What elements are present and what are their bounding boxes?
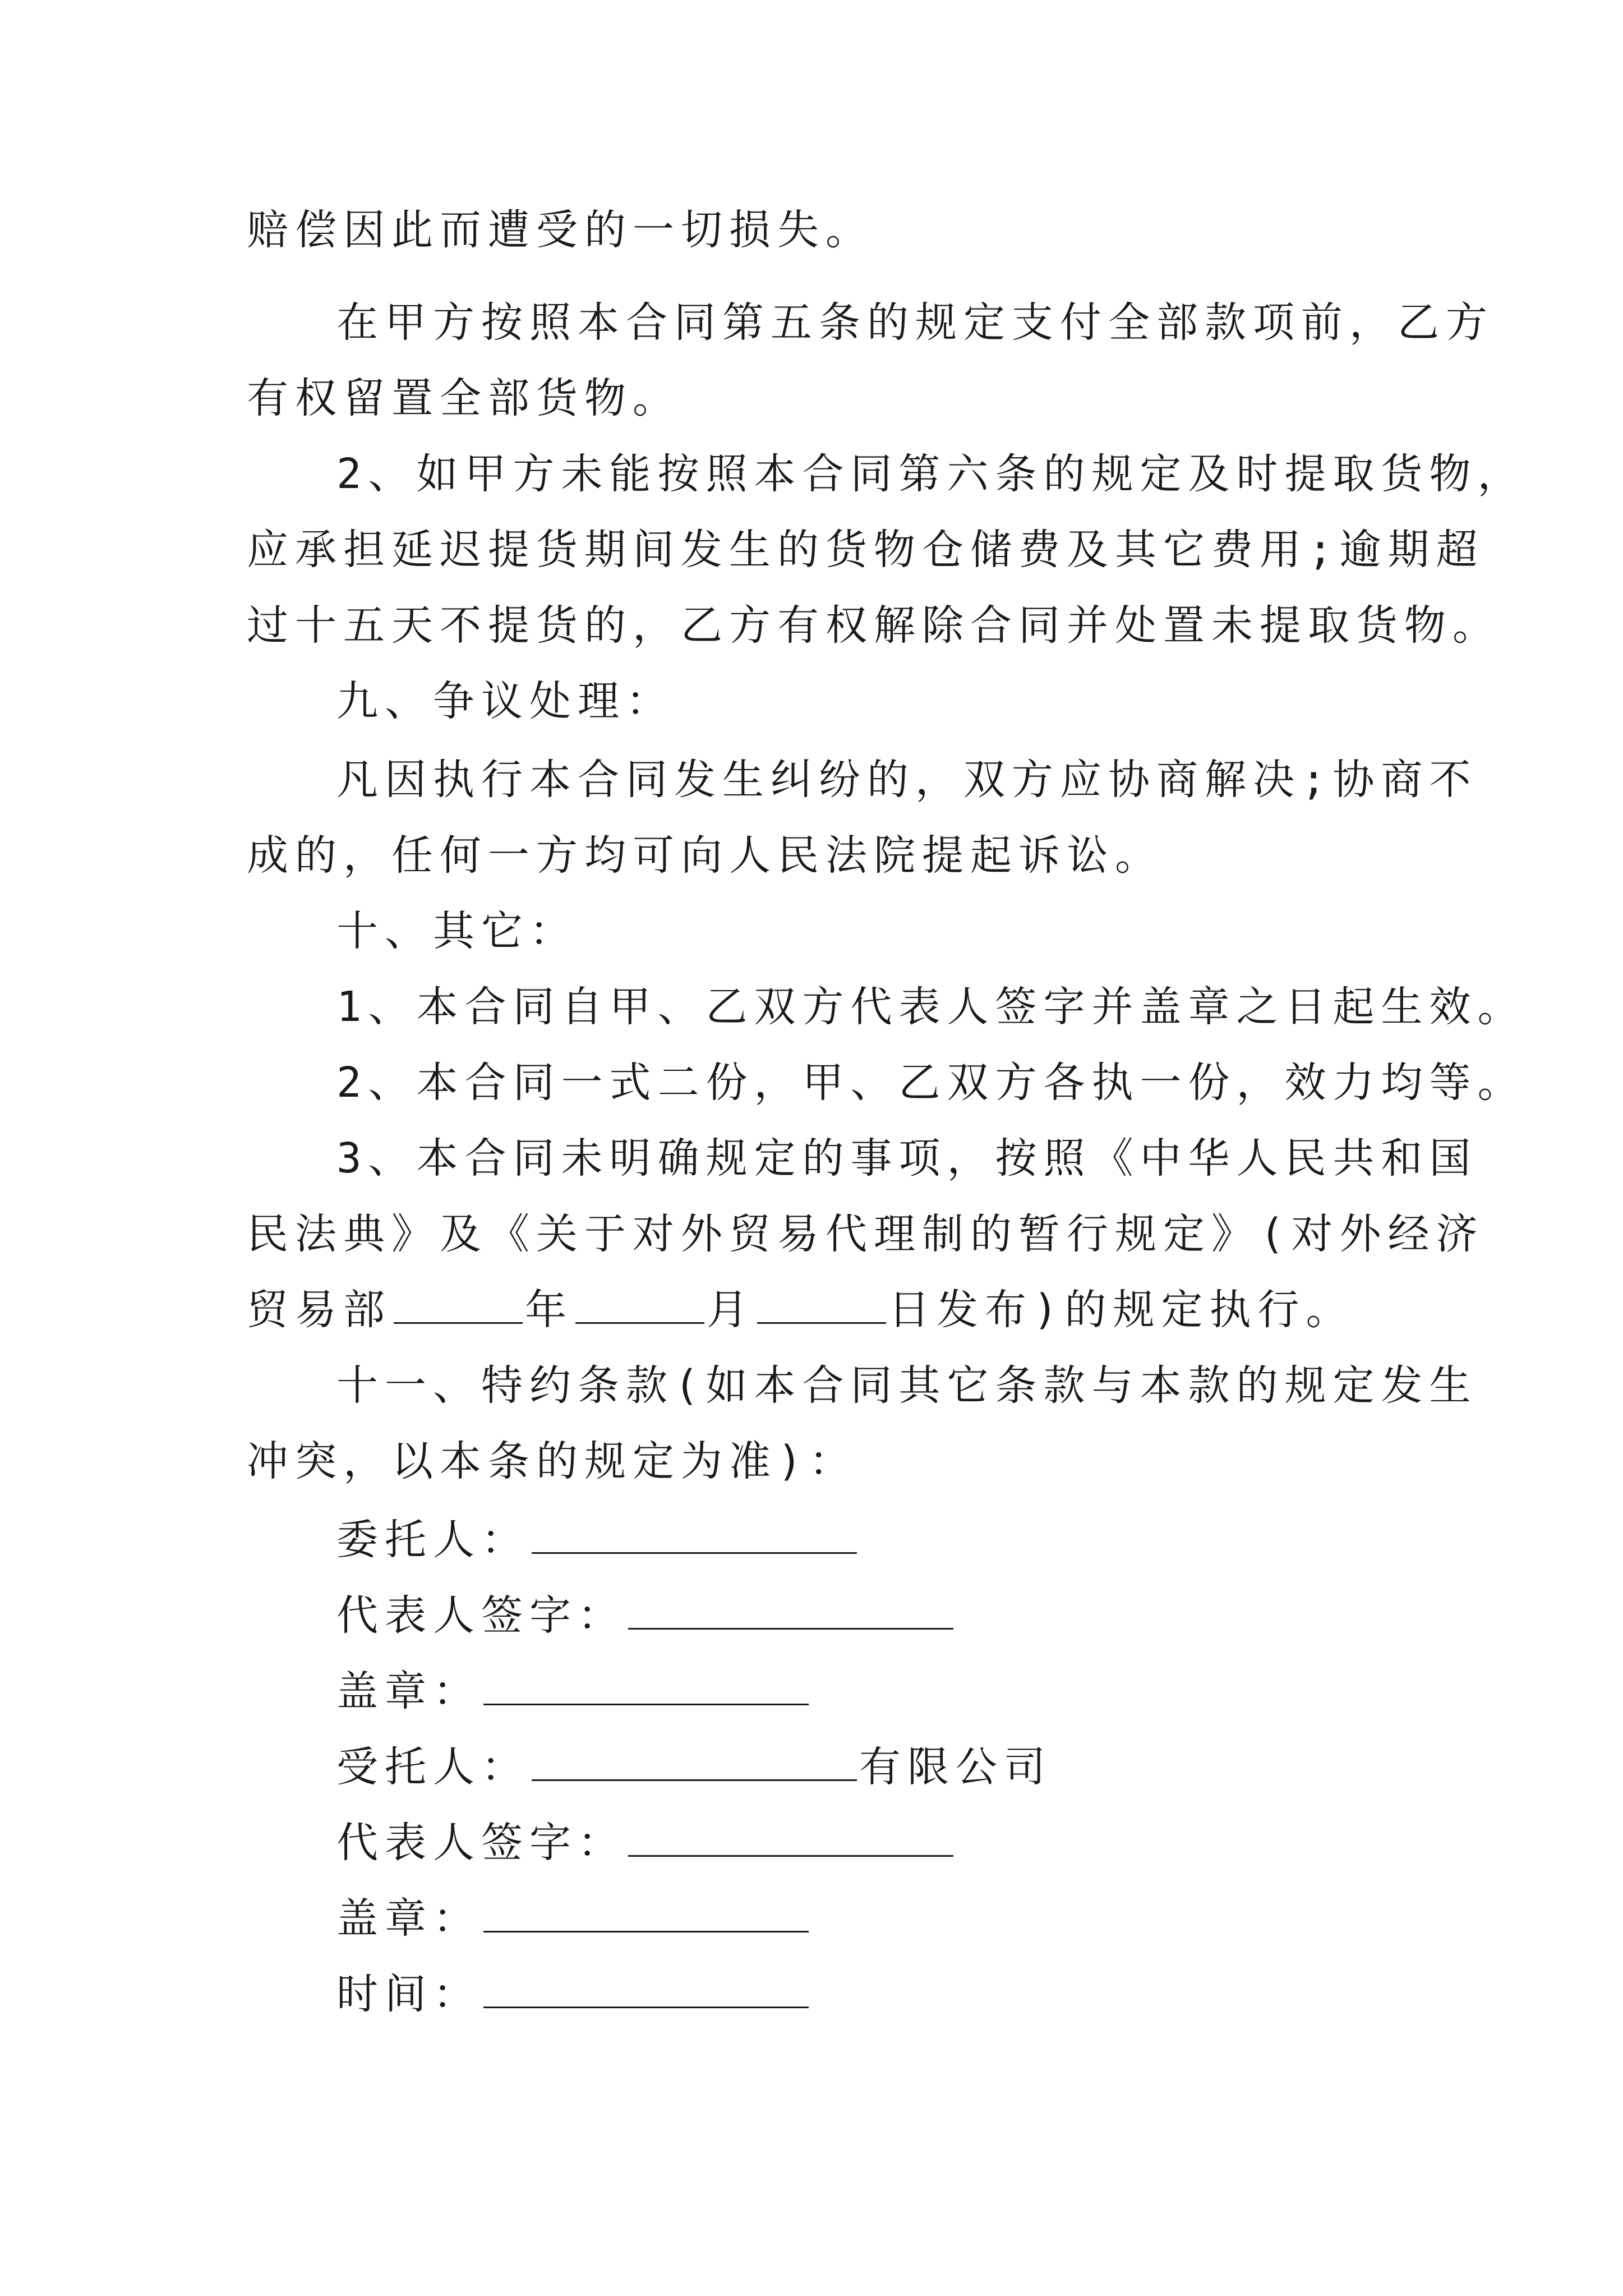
principal-field xyxy=(336,1509,859,1571)
principal-seal-label: 盖章： xyxy=(336,1667,481,1715)
month-blank xyxy=(575,1290,704,1324)
text-segment: 月 xyxy=(707,1286,755,1334)
paragraph-line: 民法典》及《关于对外贸易代理制的暂行规定》(对外经济 xyxy=(247,1210,1484,1258)
paragraph-line: 有权留置全部货物。 xyxy=(247,374,681,422)
paragraph-line: 1、本合同自甲、乙双方代表人签字并盖章之日起生效。 xyxy=(336,983,1526,1031)
paragraph-line: 2、本合同一式二份，甲、乙双方各执一份，效力均等。 xyxy=(336,1059,1526,1107)
principal-rep-blank xyxy=(628,1595,953,1630)
paragraph-line: 在甲方按照本合同第五条的规定支付全部款项前，乙方 xyxy=(336,298,1494,347)
agent-seal-label: 盖章： xyxy=(336,1894,481,1943)
section-heading: 九、争议处理： xyxy=(336,677,674,725)
principal-rep-label: 代表人签字： xyxy=(336,1591,626,1640)
paragraph-line: 2、如甲方未能按照本合同第六条的规定及时提取货物， xyxy=(336,450,1526,498)
principal-seal-blank xyxy=(483,1671,809,1705)
agent-suffix: 有限公司 xyxy=(859,1743,1052,1791)
paragraph-line: 凡因执行本合同发生纠纷的，双方应协商解决;协商不 xyxy=(336,756,1478,804)
time-blank xyxy=(483,1974,809,2008)
paragraph-line: 赔偿因此而遭受的一切损失。 xyxy=(247,206,874,254)
section-heading: 十一、特约条款(如本合同其它条款与本款的规定发生 xyxy=(336,1361,1478,1410)
text-segment: 日发布)的规定执行。 xyxy=(888,1286,1354,1334)
time-label: 时间： xyxy=(336,1970,481,2018)
agent-label: 受托人： xyxy=(336,1743,529,1791)
section-heading: 十、其它： xyxy=(336,907,578,955)
principal-rep-field xyxy=(336,1585,956,1646)
agent-seal-blank xyxy=(483,1898,809,1932)
agent-rep-field xyxy=(336,1812,956,1874)
agent-rep-blank xyxy=(628,1823,953,1857)
agent-field xyxy=(336,1736,1052,1798)
text-segment: 年 xyxy=(525,1286,573,1334)
agent-seal-field xyxy=(336,1888,811,1949)
paragraph-line: 3、本合同未明确规定的事项，按照《中华人民共和国 xyxy=(336,1134,1478,1182)
text-segment: 贸易部 xyxy=(247,1286,391,1334)
paragraph-line: 成的，任何一方均可向人民法院提起诉讼。 xyxy=(247,831,1163,880)
agent-blank xyxy=(532,1747,857,1781)
paragraph-line: 过十五天不提货的，乙方有权解除合同并处置未提取货物。 xyxy=(247,601,1501,650)
principal-blank xyxy=(532,1520,857,1554)
day-blank xyxy=(757,1290,886,1324)
time-field xyxy=(336,1963,811,2025)
principal-label: 委托人： xyxy=(336,1516,529,1564)
paragraph-line-with-blanks xyxy=(247,1279,1354,1341)
year-blank xyxy=(394,1290,523,1324)
paragraph-line: 应承担延迟提货期间发生的货物仓储费及其它费用;逾期超 xyxy=(247,526,1484,574)
agent-rep-label: 代表人签字： xyxy=(336,1819,626,1867)
principal-seal-field xyxy=(336,1660,811,1722)
paragraph-line: 冲突，以本条的规定为准)： xyxy=(247,1437,857,1485)
